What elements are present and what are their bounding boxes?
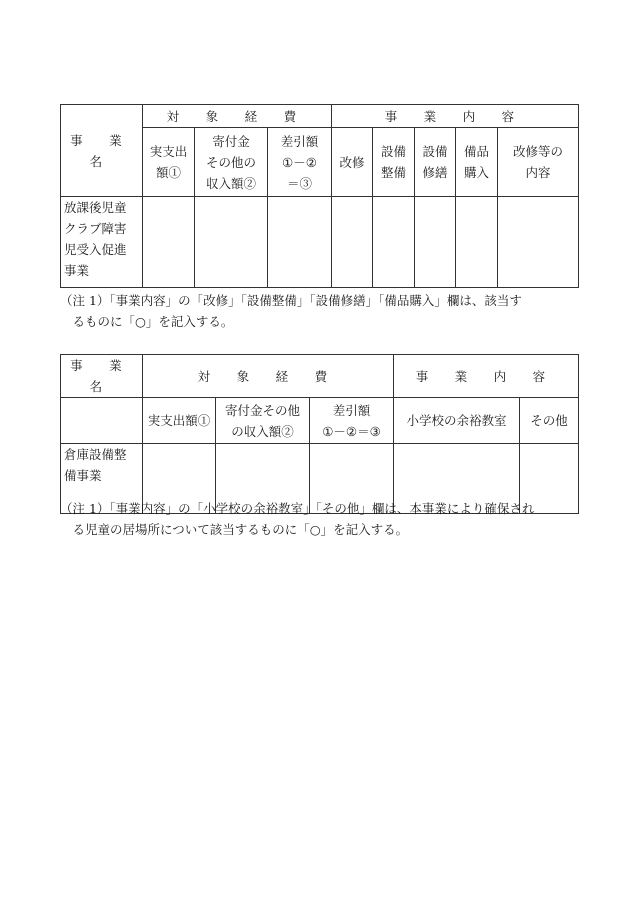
note-table2: （注 1）「事業内容」の「小学校の余裕教室」「その他」欄は、本事業により確保され る児童の居場所について該当するものに「○」を記入する。 bbox=[60, 501, 535, 537]
col-other: その他 bbox=[520, 398, 579, 444]
cost-table-after-school-club bbox=[60, 104, 579, 288]
header-business-content: 事 業 内 容 bbox=[332, 105, 579, 128]
col-donations: 寄付金 その他の 収入額② bbox=[195, 128, 268, 197]
cell-equipment-install[interactable] bbox=[373, 197, 415, 288]
col-actual-expense: 実支出 額① bbox=[143, 128, 195, 197]
col-actual-expense: 実支出額① bbox=[143, 398, 216, 444]
col-difference: 差引額 ①－②＝③ bbox=[310, 398, 394, 444]
cost-table-storage-facility bbox=[60, 354, 579, 514]
cell-goods-purchase[interactable] bbox=[456, 197, 498, 288]
header-business-name: 事 業 名 bbox=[61, 105, 143, 197]
header-target-costs: 対 象 経 費 bbox=[143, 105, 332, 128]
row-business-name: 放課後児童 クラブ障害 児受入促進 事業 bbox=[61, 197, 143, 288]
col-spare-classroom: 小学校の余裕教室 bbox=[394, 398, 520, 444]
cell-equipment-repair[interactable] bbox=[415, 197, 456, 288]
header-blank-cell bbox=[61, 398, 143, 444]
row-business-name: 倉庫設備整 備事業 bbox=[61, 444, 143, 514]
header-target-costs: 対 象 経 費 bbox=[143, 355, 394, 398]
cell-renovation-details[interactable] bbox=[498, 197, 579, 288]
cell-donations[interactable] bbox=[195, 197, 268, 288]
header-business-name: 事 業 名 bbox=[61, 355, 143, 398]
cell-difference[interactable] bbox=[268, 197, 332, 288]
note-table1: （注 1）「事業内容」の「改修」「設備整備」「設備修繕」「備品購入」欄は、該当す るものに「○」を記入する。 bbox=[60, 293, 522, 329]
cell-actual-expense[interactable] bbox=[143, 197, 195, 288]
col-renovation: 改修 bbox=[332, 128, 373, 197]
col-donations: 寄付金その他 の収入額② bbox=[216, 398, 310, 444]
col-goods-purchase: 備品 購入 bbox=[456, 128, 498, 197]
col-renovation-details: 改修等の 内容 bbox=[498, 128, 579, 197]
col-difference: 差引額 ①－② ＝③ bbox=[268, 128, 332, 197]
cell-renovation[interactable] bbox=[332, 197, 373, 288]
col-equipment-install: 設備 整備 bbox=[373, 128, 415, 197]
header-business-content: 事 業 内 容 bbox=[394, 355, 579, 398]
col-equipment-repair: 設備 修繕 bbox=[415, 128, 456, 197]
